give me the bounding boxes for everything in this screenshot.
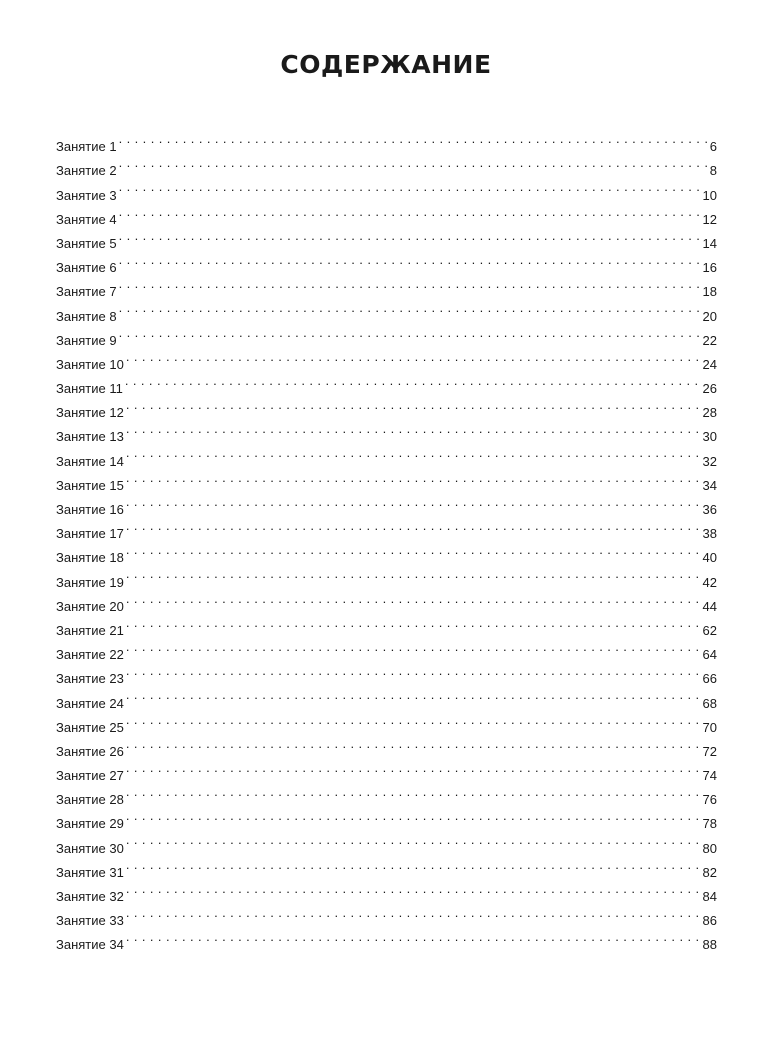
toc-entry[interactable] <box>56 828 717 856</box>
toc-entry[interactable] <box>56 369 717 397</box>
toc-entry[interactable] <box>56 925 717 953</box>
toc-entry[interactable] <box>56 296 717 324</box>
toc-entry-label: Занятие 11 <box>56 381 123 397</box>
dot-leader <box>126 441 702 465</box>
dot-leader <box>119 272 702 296</box>
toc-entry-label: Занятие 18 <box>56 550 124 566</box>
toc-entry-label: Занятие 9 <box>56 332 117 348</box>
toc-entry-page-number: 22 <box>702 332 717 348</box>
dot-leader <box>126 708 702 732</box>
toc-entry-label: Занятие 17 <box>56 526 124 542</box>
dot-leader <box>126 659 702 683</box>
toc-entry-page-number: 82 <box>702 864 717 880</box>
dot-leader <box>126 611 702 635</box>
toc-entry[interactable] <box>56 417 717 445</box>
dot-leader <box>126 853 702 877</box>
dot-leader <box>126 466 702 490</box>
toc-entry[interactable] <box>56 441 717 469</box>
dot-leader <box>119 224 702 248</box>
table-of-contents <box>56 127 717 953</box>
dot-leader <box>126 925 702 949</box>
toc-entry-label: Занятие 34 <box>56 937 124 953</box>
dot-leader <box>126 635 702 659</box>
dot-leader <box>126 780 702 804</box>
toc-entry-label: Занятие 22 <box>56 647 124 663</box>
toc-entry-page-number: 78 <box>702 816 717 832</box>
dot-leader <box>126 345 702 369</box>
toc-entry-page-number: 84 <box>702 889 717 904</box>
dot-leader <box>126 393 702 417</box>
toc-entry-page-number: 64 <box>702 647 717 663</box>
toc-entry[interactable] <box>56 635 717 663</box>
toc-entry-page-number: 10 <box>702 187 717 203</box>
toc-entry[interactable] <box>56 659 717 687</box>
toc-entry[interactable] <box>56 538 717 566</box>
toc-entry-page-number: 70 <box>702 719 717 735</box>
dot-leader <box>119 296 702 320</box>
toc-entry-page-number: 86 <box>702 913 717 929</box>
toc-entry-label: Занятие 13 <box>56 429 124 445</box>
toc-entry-label: Занятие 5 <box>56 235 117 251</box>
toc-entry-page-number: 40 <box>702 550 717 566</box>
toc-entry[interactable] <box>56 127 717 155</box>
toc-entry-page-number: 16 <box>702 260 717 276</box>
toc-entry[interactable] <box>56 756 717 784</box>
toc-entry-label: Занятие 31 <box>56 864 124 880</box>
toc-entry-page-number: 32 <box>702 453 717 469</box>
toc-entry[interactable] <box>56 393 717 421</box>
toc-entry-page-number: 74 <box>702 768 717 784</box>
dot-leader <box>126 514 702 538</box>
toc-entry-label: Занятие 33 <box>56 913 124 929</box>
toc-entry-label: Занятие 28 <box>56 792 124 808</box>
toc-entry-label: Занятие 20 <box>56 598 124 614</box>
toc-entry[interactable] <box>56 514 717 542</box>
toc-entry-label: Занятие 6 <box>56 260 117 276</box>
toc-entry-label: Занятие 19 <box>56 574 124 590</box>
dot-leader <box>126 877 702 901</box>
toc-entry-label: Занятие 4 <box>56 211 117 227</box>
toc-entry-label: Занятие 7 <box>56 284 117 300</box>
toc-entry-label: Занятие 32 <box>56 889 124 904</box>
toc-entry-page-number: 24 <box>702 356 717 372</box>
toc-entry[interactable] <box>56 466 717 493</box>
dot-leader <box>126 683 702 707</box>
toc-entry-page-number: 62 <box>702 622 717 638</box>
toc-entry[interactable] <box>56 248 717 276</box>
toc-entry-label: Занятие 29 <box>56 816 124 832</box>
toc-entry[interactable] <box>56 200 717 227</box>
toc-entry-page-number: 18 <box>702 284 717 300</box>
toc-entry[interactable] <box>56 732 717 759</box>
toc-entry[interactable] <box>56 611 717 638</box>
toc-entry-page-number: 20 <box>702 308 717 324</box>
toc-entry-label: Занятие 14 <box>56 453 124 469</box>
toc-entry-page-number: 88 <box>702 937 717 953</box>
toc-entry-label: Занятие 3 <box>56 187 117 203</box>
dot-leader <box>126 538 702 562</box>
toc-entry-label: Занятие 10 <box>56 356 124 372</box>
dot-leader <box>126 587 702 611</box>
toc-entry[interactable] <box>56 175 717 203</box>
toc-entry[interactable] <box>56 587 717 614</box>
dot-leader <box>125 369 702 393</box>
toc-entry-page-number: 6 <box>709 139 717 155</box>
toc-entry-label: Занятие 2 <box>56 163 117 179</box>
toc-entry-page-number: 28 <box>702 405 717 421</box>
toc-entry-label: Занятие 26 <box>56 743 124 759</box>
toc-entry-label: Занятие 15 <box>56 477 124 493</box>
toc-entry-page-number: 30 <box>702 429 717 445</box>
dot-leader <box>126 756 702 780</box>
toc-entry[interactable] <box>56 853 717 880</box>
dot-leader <box>119 321 702 345</box>
toc-entry-page-number: 68 <box>702 695 717 711</box>
dot-leader <box>126 562 702 586</box>
toc-entry[interactable] <box>56 562 717 590</box>
toc-entry-page-number: 36 <box>702 502 717 517</box>
toc-entry-label: Занятие 21 <box>56 622 124 638</box>
toc-entry[interactable] <box>56 780 717 808</box>
toc-entry[interactable] <box>56 683 717 711</box>
toc-entry-label: Занятие 1 <box>56 139 117 155</box>
dot-leader <box>126 828 702 852</box>
dot-leader <box>119 248 702 272</box>
toc-entry[interactable] <box>56 490 717 517</box>
toc-entry-page-number: 34 <box>702 477 717 493</box>
toc-entry-page-number: 76 <box>702 792 717 808</box>
dot-leader <box>126 490 702 514</box>
toc-entry[interactable] <box>56 345 717 372</box>
dot-leader <box>119 151 709 175</box>
toc-entry-page-number: 72 <box>702 743 717 759</box>
toc-entry-page-number: 14 <box>702 235 717 251</box>
toc-entry-label: Занятие 23 <box>56 671 124 687</box>
dot-leader <box>119 127 709 151</box>
dot-leader <box>126 901 702 925</box>
toc-entry-page-number: 42 <box>702 574 717 590</box>
toc-entry[interactable] <box>56 224 717 251</box>
toc-entry[interactable] <box>56 877 717 904</box>
toc-entry-label: Занятие 30 <box>56 840 124 856</box>
toc-entry[interactable] <box>56 804 717 832</box>
toc-entry[interactable] <box>56 321 717 348</box>
toc-entry-page-number: 8 <box>709 163 717 179</box>
page-title: СОДЕРЖАНИЕ <box>280 50 492 79</box>
dot-leader <box>126 732 702 756</box>
toc-entry-label: Занятие 16 <box>56 502 124 517</box>
toc-entry[interactable] <box>56 708 717 735</box>
dot-leader <box>126 417 702 441</box>
toc-entry[interactable] <box>56 272 717 300</box>
toc-entry-page-number: 12 <box>702 211 717 227</box>
toc-entry-page-number: 38 <box>702 526 717 542</box>
dot-leader <box>119 175 702 199</box>
toc-entry-page-number: 26 <box>702 381 717 397</box>
toc-entry-label: Занятие 8 <box>56 308 117 324</box>
toc-entry[interactable] <box>56 151 717 179</box>
dot-leader <box>119 200 702 224</box>
toc-entry-label: Занятие 27 <box>56 768 124 784</box>
toc-entry-label: Занятие 24 <box>56 695 124 711</box>
dot-leader <box>126 804 702 828</box>
toc-entry-label: Занятие 12 <box>56 405 124 421</box>
toc-entry-page-number: 80 <box>702 840 717 856</box>
toc-entry-label: Занятие 25 <box>56 719 124 735</box>
toc-entry-page-number: 66 <box>702 671 717 687</box>
toc-entry[interactable] <box>56 901 717 929</box>
toc-entry-page-number: 44 <box>702 598 717 614</box>
